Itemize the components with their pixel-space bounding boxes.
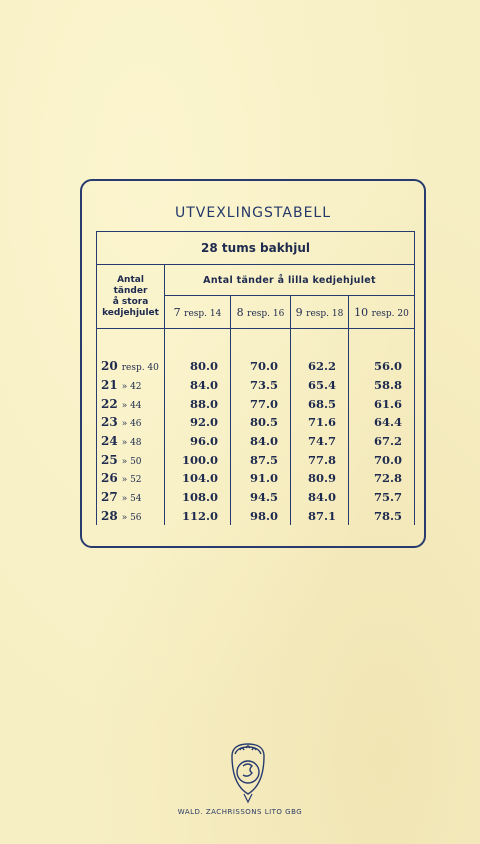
ratio-cell: 75.7 xyxy=(349,488,415,507)
ratio-cell: 80.0 xyxy=(165,357,231,376)
ratio-cell: 68.5 xyxy=(291,394,349,413)
ratio-cell: 70.0 xyxy=(349,450,415,469)
row-teeth: 26 xyxy=(101,471,118,486)
ratio-cell: 70.0 xyxy=(231,357,291,376)
table-row xyxy=(97,376,415,395)
row-resp: » 50 xyxy=(121,456,142,467)
left-header-line: Antal xyxy=(117,274,144,285)
small-sprocket-header: Antal tänder å lilla kedjehjulet xyxy=(165,265,415,296)
table-frame xyxy=(80,179,426,548)
publisher-monogram-icon xyxy=(226,742,270,806)
row-label xyxy=(97,376,165,395)
ratio-cell: 84.0 xyxy=(231,432,291,451)
column-header xyxy=(291,296,349,329)
row-label xyxy=(97,488,165,507)
column-resp: resp. 16 xyxy=(247,308,285,319)
ratio-cell: 65.4 xyxy=(291,376,349,395)
column-teeth: 10 xyxy=(354,305,369,319)
printer-imprint: WALD. ZACHRISSONS LITO GBG xyxy=(177,808,303,816)
row-resp: » 56 xyxy=(121,512,142,523)
ratio-cell: 71.6 xyxy=(291,413,349,432)
ratio-cell: 67.2 xyxy=(349,432,415,451)
ratio-cell: 87.5 xyxy=(231,450,291,469)
table-row xyxy=(97,357,415,376)
column-header xyxy=(349,296,415,329)
ratio-cell: 62.2 xyxy=(291,357,349,376)
column-teeth: 7 xyxy=(173,305,181,319)
ratio-cell: 56.0 xyxy=(349,357,415,376)
ratio-cell: 100.0 xyxy=(165,450,231,469)
left-header xyxy=(97,265,165,329)
ratio-cell: 77.0 xyxy=(231,394,291,413)
page-title: UTVEXLINGSTABELL xyxy=(174,205,332,221)
row-label xyxy=(97,507,165,526)
ratio-cell: 74.7 xyxy=(291,432,349,451)
column-resp: resp. 18 xyxy=(306,308,344,319)
ratio-cell: 84.0 xyxy=(165,376,231,395)
ratio-cell: 78.5 xyxy=(349,507,415,526)
row-resp: » 42 xyxy=(121,382,142,393)
ratio-cell: 96.0 xyxy=(165,432,231,451)
ratio-cell: 98.0 xyxy=(231,507,291,526)
gear-table xyxy=(96,231,415,525)
ratio-cell: 58.8 xyxy=(349,376,415,395)
row-teeth: 23 xyxy=(101,415,118,430)
row-label xyxy=(97,432,165,451)
column-teeth: 8 xyxy=(236,305,244,319)
row-label xyxy=(97,394,165,413)
row-resp: » 44 xyxy=(121,400,142,411)
row-teeth: 27 xyxy=(101,490,118,505)
ratio-cell: 61.6 xyxy=(349,394,415,413)
row-teeth: 22 xyxy=(101,396,118,411)
ratio-cell: 80.5 xyxy=(231,413,291,432)
column-header xyxy=(231,296,291,329)
row-teeth: 20 xyxy=(101,359,118,374)
row-label xyxy=(97,469,165,488)
ratio-cell: 108.0 xyxy=(165,488,231,507)
left-header-line: å stora xyxy=(112,296,149,307)
left-header-line: kedjehjulet xyxy=(102,307,159,318)
row-label xyxy=(97,450,165,469)
row-resp: resp. 40 xyxy=(121,363,159,374)
column-teeth: 9 xyxy=(295,305,303,319)
table-row xyxy=(97,507,415,526)
column-header xyxy=(165,296,231,329)
row-resp: » 46 xyxy=(121,419,142,430)
table-row xyxy=(97,450,415,469)
row-teeth: 25 xyxy=(101,452,118,467)
ratio-cell: 112.0 xyxy=(165,507,231,526)
row-label xyxy=(97,357,165,376)
column-resp: resp. 14 xyxy=(184,308,222,319)
table-row xyxy=(97,488,415,507)
ratio-cell: 84.0 xyxy=(291,488,349,507)
row-label xyxy=(97,413,165,432)
row-resp: » 48 xyxy=(121,438,142,449)
ratio-cell: 80.9 xyxy=(291,469,349,488)
ratio-cell: 88.0 xyxy=(165,394,231,413)
column-resp: resp. 20 xyxy=(371,308,409,319)
row-resp: » 54 xyxy=(121,494,142,505)
table-row xyxy=(97,413,415,432)
table-row xyxy=(97,432,415,451)
ratio-cell: 64.4 xyxy=(349,413,415,432)
left-header-line: tänder xyxy=(113,285,148,296)
row-teeth: 21 xyxy=(101,378,118,393)
ratio-cell: 94.5 xyxy=(231,488,291,507)
ratio-cell: 73.5 xyxy=(231,376,291,395)
ratio-cell: 87.1 xyxy=(291,507,349,526)
ratio-cell: 91.0 xyxy=(231,469,291,488)
table-row xyxy=(97,394,415,413)
row-teeth: 28 xyxy=(101,508,118,523)
row-resp: » 52 xyxy=(121,475,142,486)
row-teeth: 24 xyxy=(101,434,118,449)
wheel-header: 28 tums bakhjul xyxy=(97,232,415,265)
ratio-cell: 104.0 xyxy=(165,469,231,488)
ratio-cell: 77.8 xyxy=(291,450,349,469)
table-row xyxy=(97,469,415,488)
ratio-cell: 72.8 xyxy=(349,469,415,488)
table-spacer xyxy=(97,329,415,358)
ratio-cell: 92.0 xyxy=(165,413,231,432)
